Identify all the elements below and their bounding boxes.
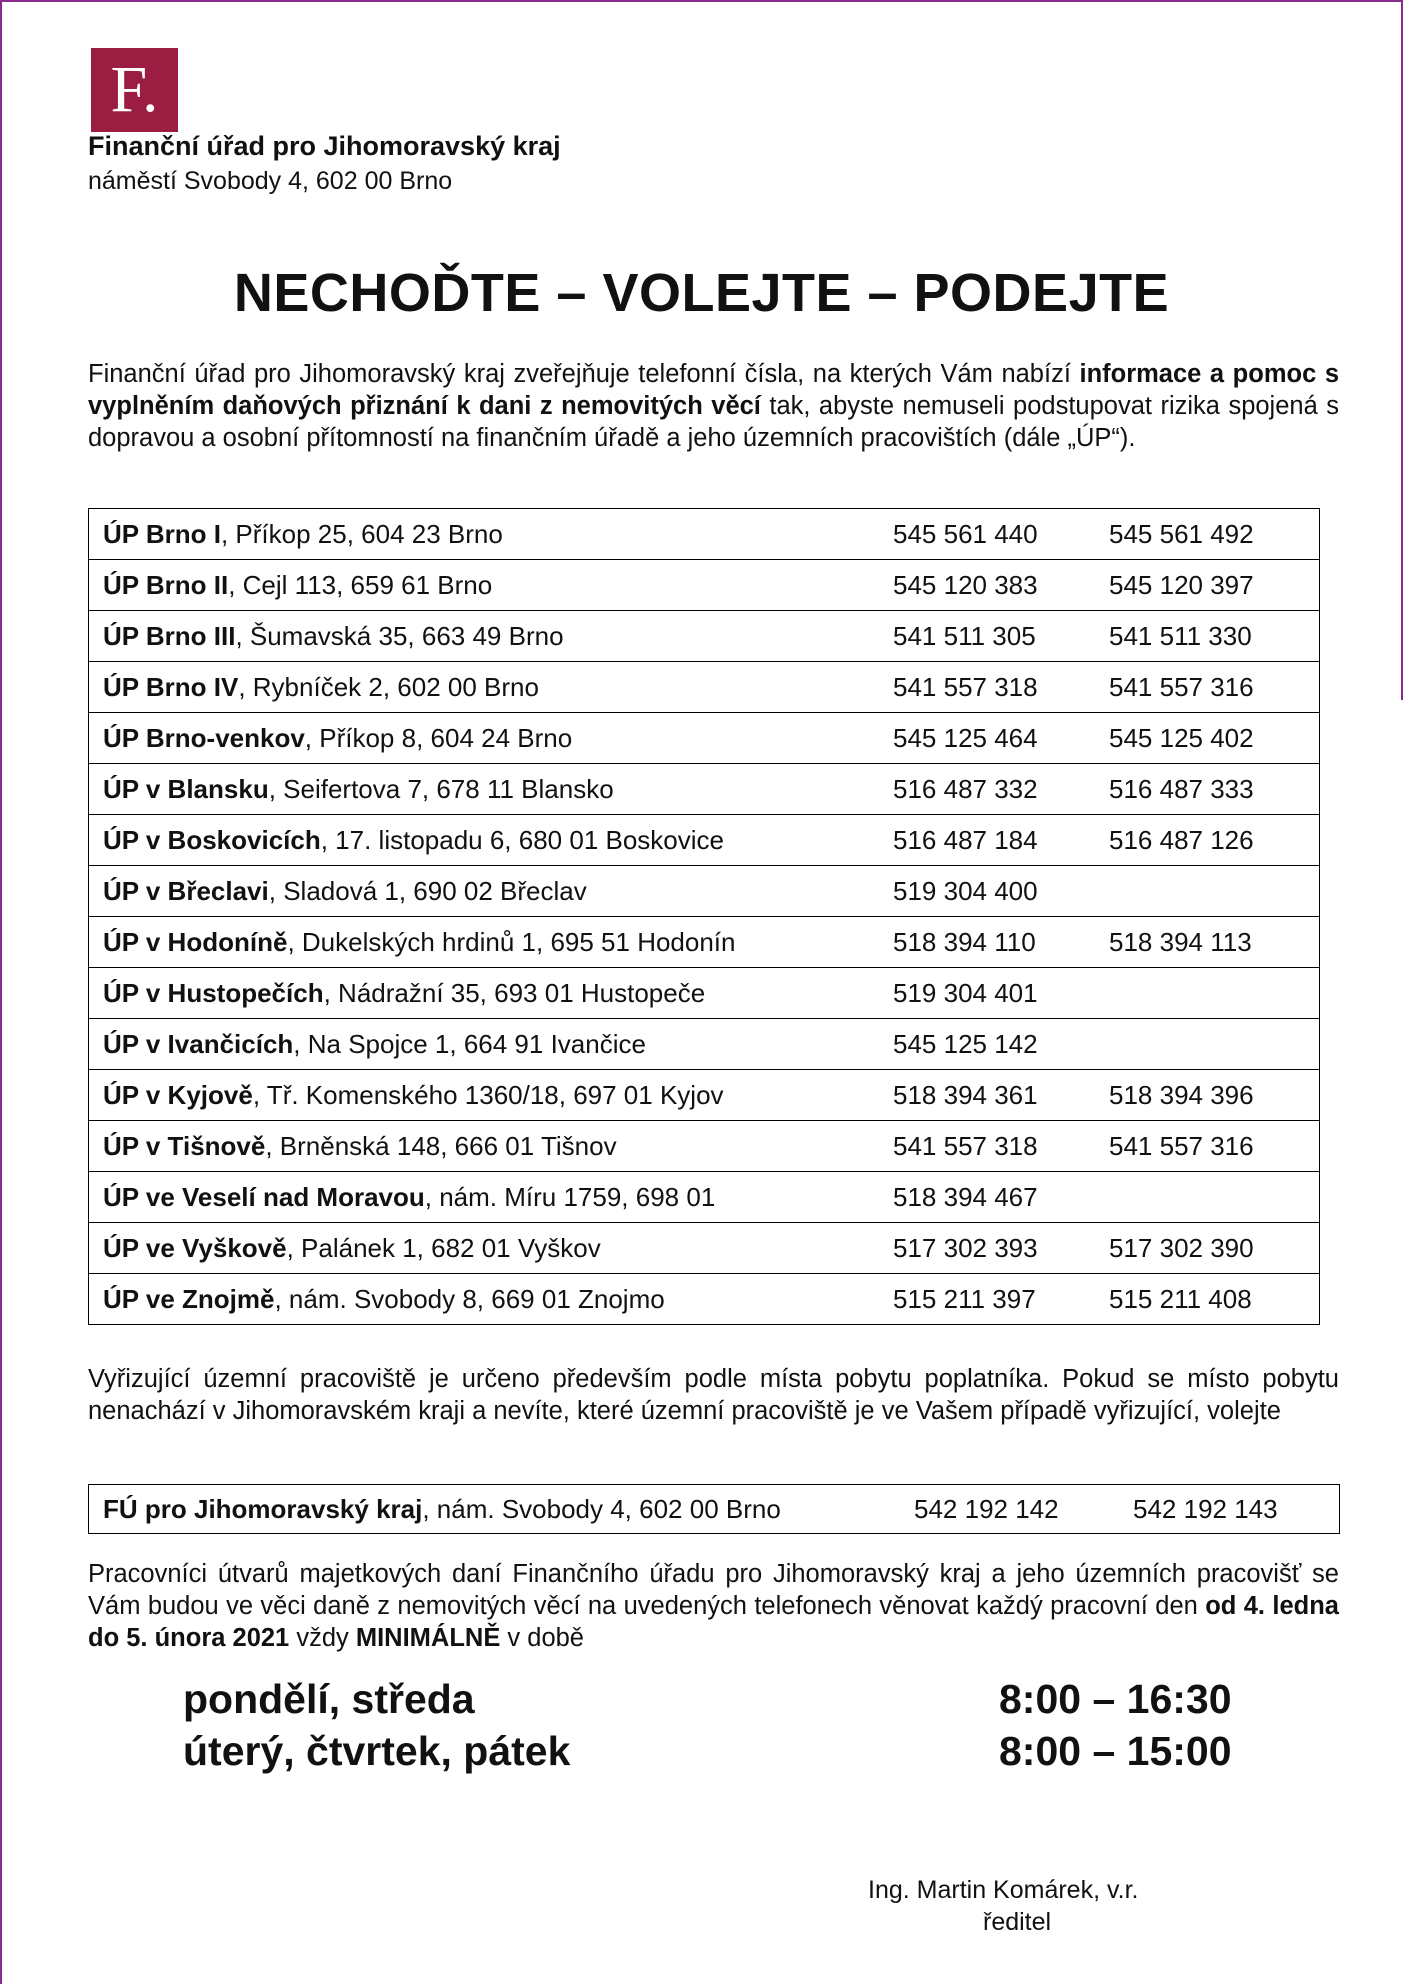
- office-row: [89, 917, 1320, 968]
- office-label: [89, 1274, 894, 1325]
- office-row: [89, 611, 1320, 662]
- office-phone-2[interactable]: 515 211 408: [1109, 1274, 1320, 1325]
- office-address: , nám. Svobody 8, 669 01 Znojmo: [274, 1283, 665, 1314]
- office-address: , nám. Míru 1759, 698 01: [424, 1181, 716, 1212]
- office-phone-2[interactable]: 518 394 113: [1109, 917, 1320, 968]
- office-phone-1[interactable]: 519 304 401: [893, 968, 1109, 1019]
- office-row: [89, 1070, 1320, 1121]
- office-phone-1[interactable]: 515 211 397: [893, 1274, 1109, 1325]
- office-phone-1[interactable]: 541 557 318: [893, 662, 1109, 713]
- office-phone-2[interactable]: [1109, 1172, 1320, 1223]
- office-label: [89, 764, 894, 815]
- office-row: [89, 1121, 1320, 1172]
- office-address: , Příkop 8, 604 24 Brno: [304, 722, 573, 753]
- main-office-label: FÚ pro Jihomoravský kraj, nám. Svobody 4, 602 00 Brno: [103, 1494, 781, 1524]
- office-row: [89, 509, 1320, 560]
- office-name: ÚP Brno-venkov: [103, 722, 305, 753]
- main-office-phone-2[interactable]: 542 192 143: [1133, 1494, 1278, 1524]
- schedule-days-1: pondělí, středa: [183, 1676, 475, 1722]
- office-row: [89, 968, 1320, 1019]
- office-name: ÚP Brno I: [103, 518, 221, 549]
- office-address: , Dukelských hrdinů 1, 695 51 Hodonín: [287, 926, 736, 957]
- office-phone-1[interactable]: 518 394 467: [893, 1172, 1109, 1223]
- main-office-row: [88, 1484, 1340, 1534]
- office-label: [89, 1172, 894, 1223]
- intro-paragraph: Finanční úřad pro Jihomoravský kraj zveřejňuje telefonní čísla, na kterých Vám nabízí informace a pomoc s vyplněním daňových přiznání k dani z nemovitých věcí tak, abyste nemuseli podstupovat rizika spojená s dopravou a osobní přítomností na finančním úřadě a jeho územních pracovištích (dále „ÚP“).: [88, 360, 1339, 452]
- office-address: , Nádražní 35, 693 01 Hustopeče: [323, 977, 706, 1008]
- office-label: [89, 968, 894, 1019]
- signature-name: Ing. Martin Komárek, v.r.: [868, 1876, 1139, 1904]
- office-label: [89, 560, 894, 611]
- office-row: [89, 1223, 1320, 1274]
- office-address: , Seifertova 7, 678 11 Blansko: [268, 773, 614, 804]
- office-row: [89, 662, 1320, 713]
- office-label: [89, 1121, 894, 1172]
- office-phone-2[interactable]: 516 487 333: [1109, 764, 1320, 815]
- office-address: náměstí Svobody 4, 602 00 Brno: [88, 167, 453, 195]
- office-row: [89, 1019, 1320, 1070]
- office-label: [89, 917, 894, 968]
- office-name: ÚP v Blansku: [103, 773, 269, 804]
- signature-role: ředitel: [983, 1908, 1052, 1936]
- office-label: [89, 611, 894, 662]
- office-name: ÚP v Ivančicích: [103, 1028, 294, 1059]
- office-phone-1[interactable]: 541 557 318: [893, 1121, 1109, 1172]
- office-name: ÚP ve Vyškově: [103, 1232, 287, 1263]
- office-label: [89, 866, 894, 917]
- office-address: , Příkop 25, 604 23 Brno: [220, 518, 503, 549]
- office-phone-2[interactable]: [1109, 1019, 1320, 1070]
- office-address: , Sladová 1, 690 02 Břeclav: [268, 875, 587, 906]
- office-phone-1[interactable]: 545 125 142: [893, 1019, 1109, 1070]
- office-name: ÚP ve Veselí nad Moravou: [103, 1181, 425, 1212]
- office-name: Finanční úřad pro Jihomoravský kraj: [88, 131, 561, 161]
- hours-paragraph: Pracovníci útvarů majetkových daní Finančního úřadu pro Jihomoravský kraj a jeho územních pracovišť se Vám budou ve věci daně z nemovitých věcí na uvedených telefonech věnovat každý pracovní den od 4. ledna do 5. února 2021 vždy MINIMÁLNĚ v době: [88, 1560, 1339, 1652]
- office-phone-2[interactable]: 517 302 390: [1109, 1223, 1320, 1274]
- office-name: ÚP v Kyjově: [103, 1079, 253, 1110]
- office-row: [89, 1274, 1320, 1325]
- office-phone-2[interactable]: [1109, 866, 1320, 917]
- office-name: ÚP Brno III: [103, 620, 236, 651]
- note-paragraph: Vyřizující územní pracoviště je určeno především podle místa pobytu poplatníka. Pokud se místo pobytu nenachází v Jihomoravském kraji a nevíte, které územní pracoviště je ve Vašem případě vyřizující, volejte: [88, 1365, 1339, 1425]
- office-phone-2[interactable]: 545 125 402: [1109, 713, 1320, 764]
- office-phone-1[interactable]: 518 394 361: [893, 1070, 1109, 1121]
- office-address: , Na Spojce 1, 664 91 Ivančice: [293, 1028, 646, 1059]
- office-row: [89, 713, 1320, 764]
- office-address: , Cejl 113, 659 61 Brno: [228, 569, 493, 600]
- office-row: [89, 1172, 1320, 1223]
- office-phone-2[interactable]: 545 561 492: [1109, 509, 1320, 560]
- offices-table: [88, 508, 1320, 1325]
- schedule-days-2: úterý, čtvrtek, pátek: [183, 1728, 571, 1774]
- office-phone-1[interactable]: 516 487 184: [893, 815, 1109, 866]
- office-address: , Rybníček 2, 602 00 Brno: [238, 671, 539, 702]
- office-address: , Palánek 1, 682 01 Vyškov: [286, 1232, 601, 1263]
- office-name: ÚP Brno II: [103, 569, 229, 600]
- office-name: ÚP v Hustopečích: [103, 977, 324, 1008]
- office-phone-2[interactable]: 518 394 396: [1109, 1070, 1320, 1121]
- office-phone-1[interactable]: 519 304 400: [893, 866, 1109, 917]
- schedule-time-1: 8:00 – 16:30: [999, 1676, 1232, 1722]
- office-label: [89, 662, 894, 713]
- office-phone-1[interactable]: 518 394 110: [893, 917, 1109, 968]
- office-phone-1[interactable]: 545 120 383: [893, 560, 1109, 611]
- office-phone-2[interactable]: [1109, 968, 1320, 1019]
- office-phone-2[interactable]: 541 557 316: [1109, 1121, 1320, 1172]
- office-address: , Šumavská 35, 663 49 Brno: [235, 620, 564, 651]
- office-row: [89, 815, 1320, 866]
- office-row: [89, 764, 1320, 815]
- schedule-time-2: 8:00 – 15:00: [999, 1728, 1232, 1774]
- office-address: , Tř. Komenského 1360/18, 697 01 Kyjov: [252, 1079, 724, 1110]
- office-address: , 17. listopadu 6, 680 01 Boskovice: [320, 824, 725, 855]
- office-phone-1[interactable]: 516 487 332: [893, 764, 1109, 815]
- office-name: ÚP v Tišnově: [103, 1130, 266, 1161]
- office-name: ÚP v Hodoníně: [103, 926, 288, 957]
- office-logo: F.: [91, 48, 178, 132]
- office-label: [89, 509, 894, 560]
- office-name: ÚP v Břeclavi: [103, 875, 269, 906]
- office-label: [89, 713, 894, 764]
- office-phone-1[interactable]: 517 302 393: [893, 1223, 1109, 1274]
- page-border-top: [0, 0, 1403, 2]
- office-label: [89, 815, 894, 866]
- office-phone-2[interactable]: 545 120 397: [1109, 560, 1320, 611]
- office-phone-1[interactable]: 545 125 464: [893, 713, 1109, 764]
- office-label: [89, 1223, 894, 1274]
- office-name: ÚP v Boskovicích: [103, 824, 321, 855]
- office-name: ÚP ve Znojmě: [103, 1283, 275, 1314]
- office-label: [89, 1070, 894, 1121]
- office-row: [89, 560, 1320, 611]
- office-address: , Brněnská 148, 666 01 Tišnov: [265, 1130, 617, 1161]
- office-phone-1[interactable]: 541 511 305: [893, 611, 1109, 662]
- office-phone-1[interactable]: 545 561 440: [893, 509, 1109, 560]
- office-phone-2[interactable]: 541 557 316: [1109, 662, 1320, 713]
- office-label: [89, 1019, 894, 1070]
- office-phone-2[interactable]: 516 487 126: [1109, 815, 1320, 866]
- office-row: [89, 866, 1320, 917]
- page-title: NECHOĎTE – VOLEJTE – PODEJTE: [233, 263, 1170, 323]
- office-name: ÚP Brno IV: [103, 671, 239, 702]
- office-phone-2[interactable]: 541 511 330: [1109, 611, 1320, 662]
- main-office-phone-1[interactable]: 542 192 142: [914, 1494, 1059, 1524]
